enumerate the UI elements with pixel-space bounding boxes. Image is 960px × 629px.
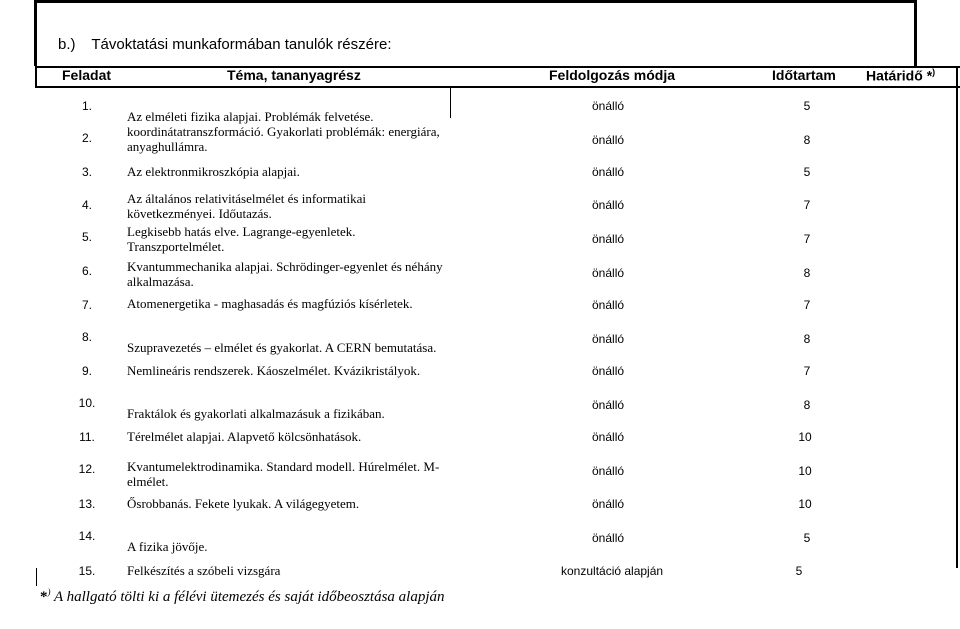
duration-value: 5 [803, 99, 811, 113]
row-number: 13. [78, 497, 96, 511]
mode-text: önálló [592, 531, 625, 545]
mode-text: önálló [592, 464, 625, 478]
mode-text: önálló [592, 198, 625, 212]
topic-text: Felkészítés a szóbeli vizsgára [127, 563, 281, 578]
duration-value: 7 [803, 364, 811, 378]
header-tema: Téma, tananyagrész [227, 67, 361, 83]
footnote-left-border [36, 568, 37, 586]
topic-text-continued: alkalmazása. [127, 274, 194, 289]
header-idotartam: Időtartam [772, 67, 836, 83]
mode-text: konzultáció alapján [561, 564, 664, 578]
section-title: b.) Távoktatási munkaformában tanulók részére: [58, 36, 392, 53]
row-number: 7. [81, 298, 92, 312]
header-mod: Feldolgozás módja [549, 67, 676, 83]
topic-text: Az elméleti fizika alapjai. Problémák felvetése. [127, 109, 374, 124]
mode-text: önálló [592, 398, 625, 412]
mode-text: önálló [592, 165, 625, 179]
mode-text: önálló [592, 298, 625, 312]
duration-value: 5 [795, 564, 803, 578]
duration-value: 10 [798, 430, 812, 444]
duration-value: 7 [803, 298, 811, 312]
topic-text: Az elektronmikroszkópia alapjai. [127, 164, 300, 179]
topic-text-continued: következményei. Időutazás. [127, 206, 272, 221]
topic-text: Legkisebb hatás elve. Lagrange-egyenletek. [127, 224, 356, 239]
topic-text: Ősrobbanás. Fekete lyukak. A világegyetem. [127, 496, 360, 511]
row-number: 8. [81, 330, 92, 344]
table-right-border [956, 66, 958, 568]
duration-value: 8 [803, 398, 811, 412]
topic-text: Fraktálok és gyakorlati alkalmazásuk a fizikában. [127, 406, 385, 421]
row-number: 3. [81, 165, 92, 179]
header-feladat: Feladat [62, 67, 112, 83]
row-number: 15. [78, 564, 96, 578]
duration-value: 8 [803, 133, 811, 147]
footnote: *) A hallgató tölti ki a félévi ütemezés és saját időbeosztása alapján [40, 587, 445, 605]
header-hatarido: Határidő *) [866, 67, 936, 84]
duration-value: 8 [803, 266, 811, 280]
topic-text-continued: elmélet. [127, 474, 169, 489]
duration-value: 5 [803, 531, 811, 545]
row-number: 9. [81, 364, 92, 378]
row-number: 4. [81, 198, 92, 212]
duration-value: 7 [803, 198, 811, 212]
mode-text: önálló [592, 133, 625, 147]
topic-text-continued: Transzportelmélet. [127, 239, 225, 254]
duration-value: 7 [803, 232, 811, 246]
duration-value: 10 [798, 497, 812, 511]
row-number: 5. [81, 230, 92, 244]
topic-text: Kvantummechanika alapjai. Schrödinger-egyenlet és néhány [127, 259, 443, 274]
topic-cell-border [450, 88, 451, 118]
mode-text: önálló [592, 332, 625, 346]
topic-text: koordinátatranszformáció. Gyakorlati problémák: energiára, [127, 124, 440, 139]
topic-text: Kvantumelektrodinamika. Standard modell. Húrelmélet. M- [127, 459, 440, 474]
topic-text: A fizika jövője. [127, 539, 208, 554]
duration-value: 5 [803, 165, 811, 179]
mode-text: önálló [592, 266, 625, 280]
row-number: 6. [81, 264, 92, 278]
row-number: 11. [79, 430, 95, 444]
row-number: 14. [78, 529, 96, 543]
frame-left-border [34, 0, 37, 66]
row-number: 12. [78, 462, 96, 476]
mode-text: önálló [592, 232, 625, 246]
topic-text: Az általános relativitáselmélet és informatikai [127, 191, 366, 206]
topic-text: Atomenergetika - maghasadás és magfúziós kísérletek. [127, 296, 413, 311]
row-number: 1. [81, 99, 92, 113]
topic-text: Nemlineáris rendszerek. Káoszelmélet. Kvázikristályok. [127, 363, 421, 378]
row-number: 10. [78, 396, 96, 410]
mode-text: önálló [592, 99, 625, 113]
topic-text-continued: anyaghullámra. [127, 139, 208, 154]
mode-text: önálló [592, 364, 625, 378]
row-number: 2. [81, 131, 92, 145]
duration-value: 10 [798, 464, 812, 478]
duration-value: 8 [803, 332, 811, 346]
topic-text: Szupravezetés – elmélet és gyakorlat. A CERN bemutatása. [127, 340, 437, 355]
mode-text: önálló [592, 497, 625, 511]
frame-top-border [34, 0, 917, 3]
mode-text: önálló [592, 430, 625, 444]
frame-right-border [914, 0, 917, 66]
topic-text: Térelmélet alapjai. Alapvető kölcsönhatások. [127, 429, 362, 444]
